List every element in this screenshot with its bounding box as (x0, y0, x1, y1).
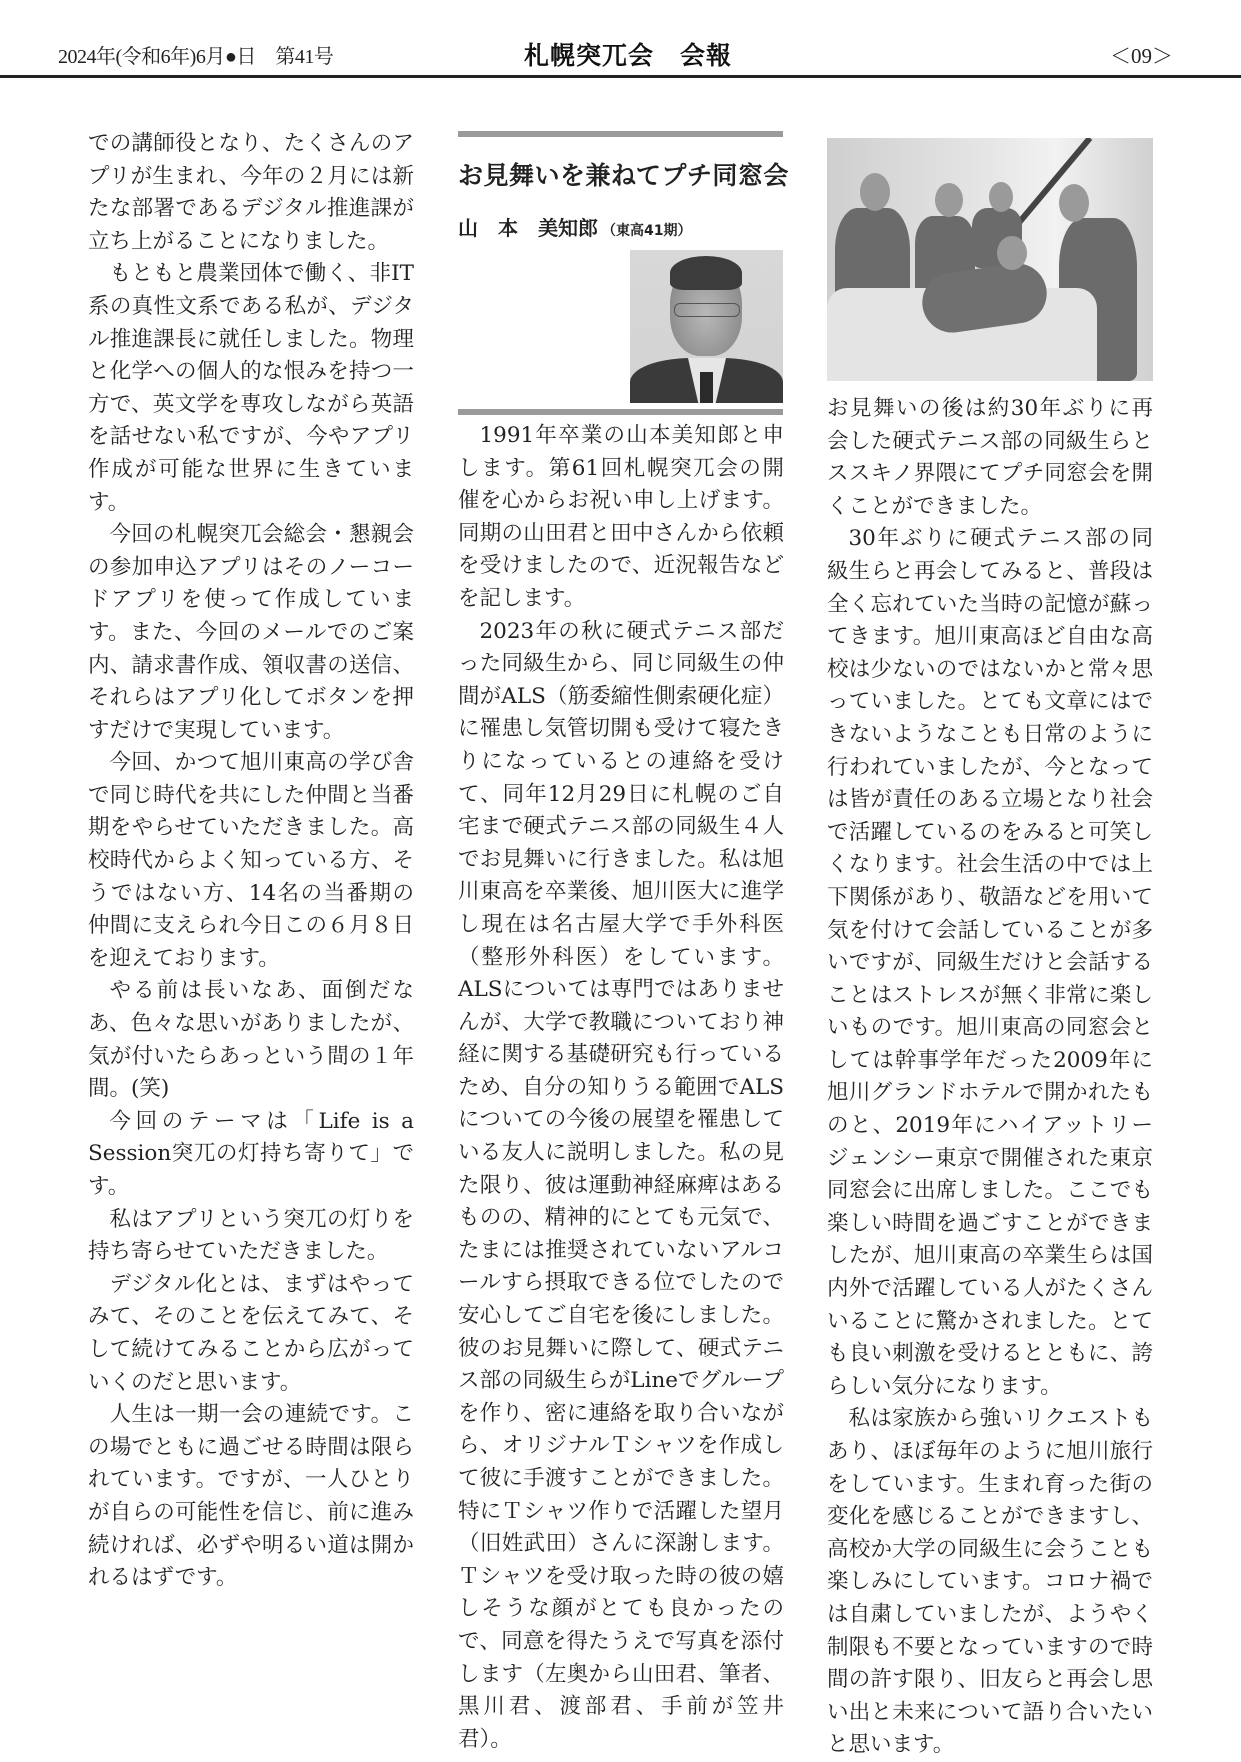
paragraph: 私は家族から強いリクエストもあり、ほぼ毎年のように旭川旅行をしています。生まれ育った街の変化を感じることができますし、高校か大学の同級生に会うことも楽しみにしています。コロナ禍では自粛していましたが、ようやく制限も不要となっていますので時間の許す限り、旧友らと再会し思い出と未来について語り合いたいと思います。 (827, 1406, 1153, 1758)
paragraph: での講師役となり、たくさんのアプリが生まれ、今年の２月には新たな部署であるデジタル推進課が立ち上がることになりました。 (88, 131, 414, 254)
header-divider (0, 75, 1241, 78)
paragraph: 今回、かつて旭川東高の学び舎で同じ時代を共にした仲間と当番期をやらせていただきました。高校時代からよく知っている方、そうではない方、14名の当番期の仲間に支えられ今日この６月８日を迎えております。 (88, 750, 414, 971)
paragraph: デジタル化とは、まずはやってみて、そのことを伝えてみて、そして続けてみることから広がっていくのだと思います。 (88, 1271, 414, 1395)
page-header (0, 0, 1241, 78)
author-name: 山 本 美知郎 (458, 216, 598, 240)
author-portrait (630, 250, 783, 403)
paragraph: 今回のテーマは「Life is a Session突兀の灯持ち寄りて」です。 (88, 1108, 414, 1199)
paragraph: 1991年卒業の山本美知郎と申します。第61回札幌突兀会の開催を心からお祝い申し上げます。同期の山田君と田中さんから依頼を受けましたので、近況報告などを記します。 (458, 423, 784, 611)
article-title: お見舞いを兼ねてプチ同窓会 (458, 161, 789, 190)
author-byline (458, 212, 691, 241)
paragraph: 今回の札幌突兀会総会・懇親会の参加申込アプリはそのノーコードアプリを使って作成しています。また、今回のメールでのご案内、請求書作成、領収書の送信、それらはアプリ化してボタンを押すだけで実現しています。 (88, 522, 414, 743)
middle-column (458, 420, 784, 1756)
title-rule-top (458, 131, 783, 137)
paragraph: 人生は一期一会の連続です。この場でともに過ごせる時間は限られています。ですが、一人ひとりが自らの可能性を信じ、前に進み続ければ、必ずや明るい道は開かれるはずです。 (88, 1402, 414, 1591)
newsletter-title: 札幌突兀会 会報 (524, 41, 733, 70)
paragraph: もともと農業団体で働く、非IT系の真性文系である私が、デジタル推進課長に就任しました。物理と化学への個人的な恨みを持つ一方で、英文学を専攻しながら英語を話せない私ですが、今やアプリ作成が可能な世界に生きています。 (88, 261, 414, 515)
author-grade: （東高41期） (602, 223, 692, 239)
right-column (827, 393, 1153, 1762)
paragraph: お見舞いの後は約30年ぶりに再会した硬式テニス部の同級生らとススキノ界隈にてプチ同窓会を開くことができました。 (827, 396, 1153, 519)
issue-date: 2024年(令和6年)6月●日 第41号 (58, 46, 334, 68)
group-visit-photo (827, 138, 1153, 381)
paragraph: 私はアプリという突兀の灯りを持ち寄らせていただきました。 (88, 1206, 414, 1265)
paragraph: やる前は長いなあ、面倒だなあ、色々な思いがありましたが、気が付いたらあっという間の１年間。(笑) (88, 978, 414, 1102)
left-column (88, 128, 414, 1595)
paragraph: 30年ぶりに硬式テニス部の同級生らと再会してみると、普段は全く忘れていた当時の記憶が蘇ってきます。旭川東高ほど自由な高校は少ないのではないかと常々思っていました。とても文章にはできないようなことも日常のように行われていましたが、今となっては皆が責任のある立場となり社会で活躍しているのをみると可笑しくなります。社会生活の中では上下関係があり、敬語などを用いて気を付けて会話していることが多いですが、同級生だけと会話することはストレスが無く非常に楽しいものです。旭川東高の同窓会としては幹事学年だった2009年に旭川グランドホテルで開かれたものと、2019年にハイアットリージェンシー東京で開催された東京同窓会に出席しました。ここでも楽しい時間を過ごすことができましたが、旭川東高の卒業生らは国内外で活躍している人がたくさんいることに驚かされました。とても良い刺激を受けるとともに、誇らしい気分になります。 (827, 526, 1153, 1399)
title-rule-bottom (458, 409, 783, 415)
paragraph: 2023年の秋に硬式テニス部だった同級生から、同じ同級生の仲間がALS（筋委縮性側索硬化症）に罹患し気管切開も受けて寝たきりになっているとの連絡を受けて、同年12月29日に札幌のご自宅まで硬式テニス部の同級生４人でお見舞いに行きました。私は旭川東高を卒業後、旭川医大に進学し現在は名古屋大学で手外科医（整形外科医）をしています。ALSについては専門ではありませんが、大学で教職についており神経に関する基礎研究も行っているため、自分の知りうる範囲でALSについての今後の展望を罹患している友人に説明しました。私の見た限り、彼は運動神経麻痺はあるものの、精神的にとても元気で、たまには推奨されていないアルコールすら摂取できる位でしたので安心してご自宅を後にしました。彼のお見舞いに際して、硬式テニス部の同級生らがLineでグループを作り、密に連絡を取り合いながら、オリジナルＴシャツを作成して彼に手渡すことができました。特にＴシャツ作りで活躍した望月（旧姓武田）さんに深謝します。Ｔシャツを受け取った時の彼の嬉しそうな顔がとても良かったので、同意を得たうえで写真を添付します（左奥から山田君、筆者、黒川君、渡部君、手前が笠井君）。 (458, 618, 784, 1752)
page-number: ＜09＞ (1110, 44, 1173, 68)
